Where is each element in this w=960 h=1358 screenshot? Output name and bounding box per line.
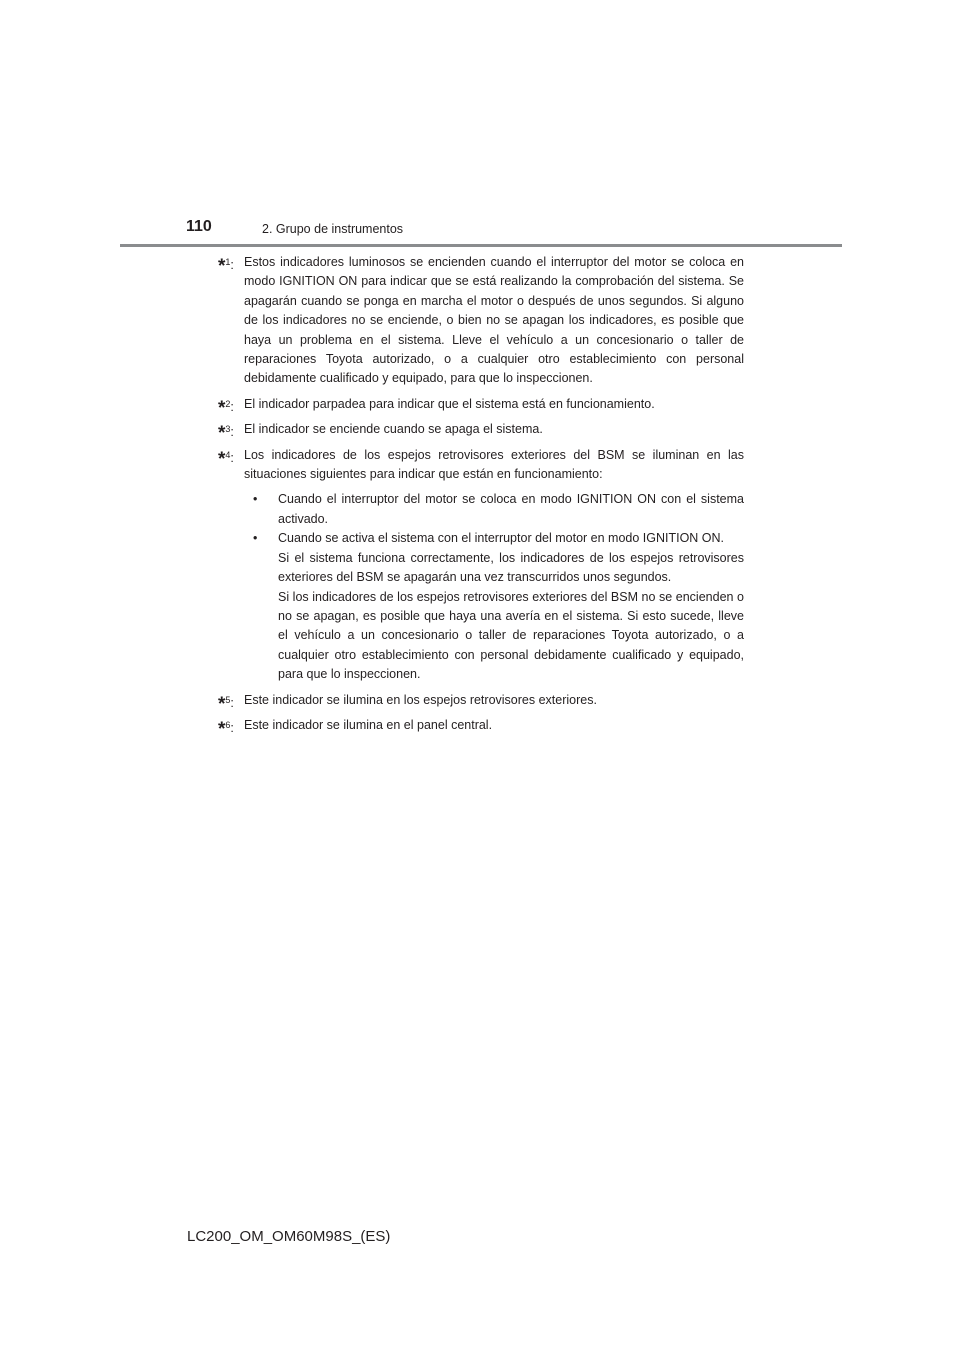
footnote-number: 6	[225, 719, 231, 730]
footnote-colon: :	[230, 258, 234, 272]
footnote-3	[218, 420, 744, 445]
asterisk-icon: *	[218, 448, 226, 470]
footnote-number: 5	[225, 694, 231, 705]
asterisk-icon: *	[218, 256, 226, 277]
footnote-text: Este indicador se ilumina en el panel central.	[244, 717, 493, 732]
footnote-number: 2	[225, 398, 231, 409]
footnote-colon: :	[230, 695, 234, 710]
footnote-4	[218, 446, 744, 685]
bullet-item	[253, 490, 744, 529]
footnote-number: 1	[225, 257, 231, 267]
footnote-colon: :	[230, 399, 234, 414]
document-code: LC200_OM_OM60M98S_(ES)	[187, 1228, 391, 1245]
footnote-text: El indicador se enciende cuando se apaga el sistema.	[244, 422, 543, 437]
footnote-marker	[218, 691, 234, 713]
bullet-item	[253, 529, 744, 684]
footnotes-list	[218, 253, 744, 741]
footnote-1	[218, 253, 744, 389]
bullet-text: Cuando el interruptor del motor se coloca en modo IGNITION ON con el sistema activado.	[278, 492, 744, 526]
footnote-number: 3	[225, 424, 231, 435]
bullet-icon: •	[253, 531, 258, 546]
footnote-2	[218, 395, 744, 419]
footnote-text: El indicador parpadea para indicar que el sistema está en funcionamiento.	[244, 396, 655, 411]
footnote-marker	[218, 395, 234, 417]
bullet-icon: •	[253, 492, 258, 507]
footnote-5	[218, 691, 744, 715]
footnote-marker	[218, 446, 234, 468]
footnote-marker	[218, 716, 234, 738]
footnote-6	[218, 716, 744, 740]
asterisk-icon: *	[218, 718, 226, 740]
footnote-colon: :	[230, 450, 234, 465]
footnote-number: 4	[225, 449, 231, 460]
header-divider	[120, 244, 842, 247]
section-title: 2. Grupo de instrumentos	[262, 222, 404, 236]
asterisk-icon: *	[218, 423, 226, 445]
bullet-list	[244, 490, 744, 684]
footnote-text: Este indicador se ilumina en los espejos retrovisores exteriores.	[244, 692, 597, 707]
asterisk-icon: *	[218, 693, 226, 715]
footnote-text: Los indicadores de los espejos retrovisores exteriores del BSM se iluminan en las situaciones siguientes para indicar que están en funcionamiento:	[244, 447, 744, 482]
footnote-marker	[218, 420, 234, 445]
bullet-text: Si los indicadores de los espejos retrovisores exteriores del BSM no se encienden o no se apagan, es posible que haya una avería en el sistema. Si esto sucede, lleve el vehículo a un concesionario o taller de reparaciones Toyota autorizado, o a cualquier otro establecimiento con personal debidamente cualificado y equipado, para que lo inspeccionen.	[278, 589, 744, 682]
page-number: 110	[186, 218, 212, 235]
bullet-text: Si el sistema funciona correctamente, los indicadores de los espejos retrovisores exteriores del BSM se apagarán una vez transcurridos unos segundos.	[278, 550, 744, 585]
bullet-text: Cuando se activa el sistema con el interruptor del motor en modo IGNITION ON.	[278, 531, 725, 546]
footnote-marker	[218, 253, 234, 275]
footnote-colon: :	[230, 720, 234, 735]
footnote-text: Estos indicadores luminosos se encienden cuando el interruptor del motor se coloca en modo IGNITION ON para indicar que se está realizando la comprobación del sistema. Se apagarán cuando se ponga en marcha el motor o después de unos segundos. Si alguno de los indicadores no se enciende, o bien no se apagan los indicadores, es posible que haya un problema en el sistema. Lleve el vehículo a un concesionario o taller de reparaciones Toyota autorizado, o a cualquier otro establecimiento con personal debidamente cualificado y equipado, para que lo inspeccionen.	[244, 255, 744, 386]
asterisk-icon: *	[218, 397, 226, 419]
footnote-colon: :	[230, 425, 234, 440]
